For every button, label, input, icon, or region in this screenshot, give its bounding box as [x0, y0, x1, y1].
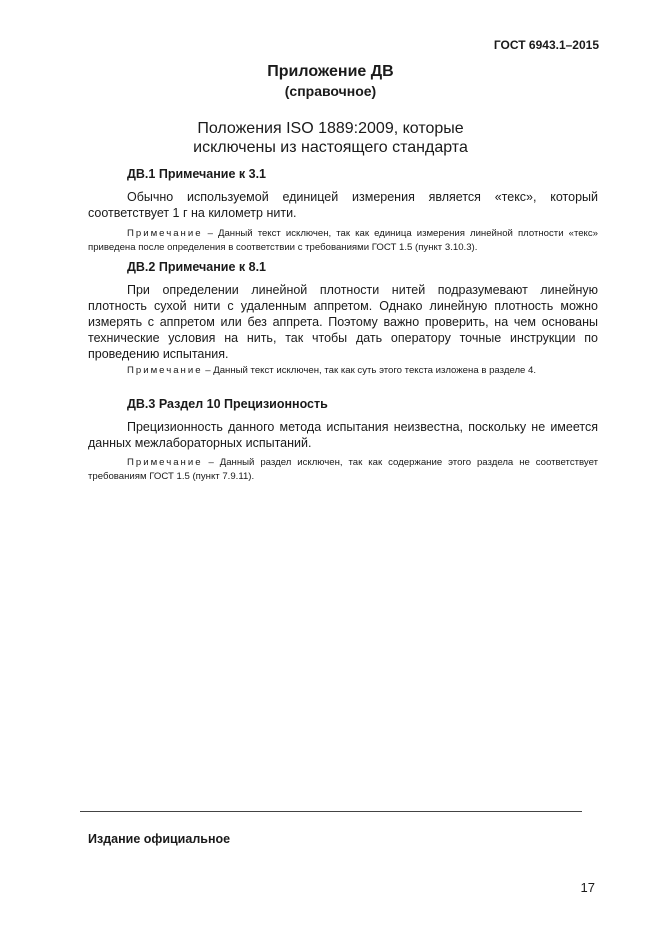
note-label: Примечание	[127, 228, 203, 239]
main-title	[0, 119, 661, 157]
footer-divider	[80, 811, 582, 812]
main-title-line-1: Положения ISO 1889:2009, которые	[197, 120, 464, 137]
section-heading: ДВ.3 Раздел 10 Прецизионность	[127, 397, 328, 411]
section-paragraph: При определении линейной плотности нитей подразумевают линейную плотность сухой нити с удаленным аппретом. Однако линейную плотность можно измерять с аппретом или без аппрета. Поэтому важно проверить, на чем основаны технические условия на нить, так чтобы дать оператору точные инструкции по проведению испытания.	[88, 283, 598, 361]
appendix-title: Приложение ДВ	[267, 63, 394, 80]
note-label: Примечание	[127, 457, 203, 468]
section-note	[88, 456, 598, 483]
note-label: Примечание	[127, 365, 203, 376]
section-paragraph: Обычно используемой единицей измерения является «текс», который соответствует 1 г на километр нити.	[88, 190, 598, 220]
main-title-line-2: исключены из настоящего стандарта	[193, 139, 468, 156]
note-text: – Данный текст исключен, так как суть этого текста изложена в разделе 4.	[202, 365, 537, 376]
section-note	[88, 364, 598, 378]
page-number: 17	[580, 880, 595, 895]
note-text: – Данный текст исключен, так как единица измерения линейной плотности «текс» приведена после определения в соответствии с требованиями ГОСТ 1.5 (пункт 3.10.3).	[88, 228, 598, 253]
document-code: ГОСТ 6943.1–2015	[493, 38, 599, 52]
section-heading: ДВ.2 Примечание к 8.1	[127, 260, 266, 274]
section-paragraph: Прецизионность данного метода испытания неизвестна, поскольку не имеется данных межлабораторных испытаний.	[88, 420, 598, 450]
appendix-subtitle: (справочное)	[284, 83, 377, 99]
edition-label: Издание официальное	[88, 832, 231, 846]
section-note	[88, 227, 598, 254]
section-heading: ДВ.1 Примечание к 3.1	[127, 167, 266, 181]
note-text: – Данный раздел исключен, так как содержание этого раздела не соответствует требованиям ГОСТ 1.5 (пункт 7.9.11).	[88, 457, 598, 482]
